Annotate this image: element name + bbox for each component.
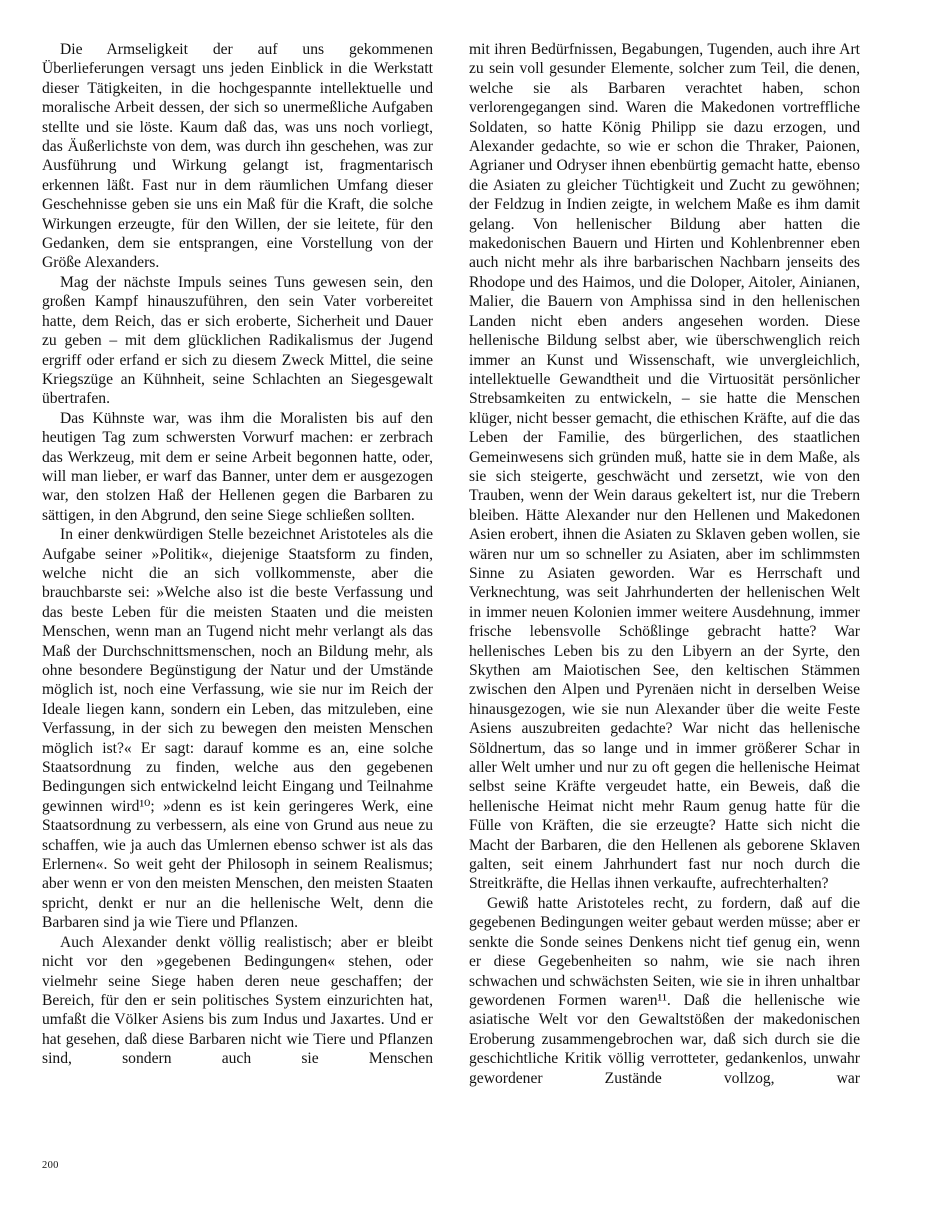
paragraph: Das Kühnste war, was ihm die Moralisten bis auf den heutigen Tag zum schwersten Vorwurf machen: er zerbrach das Werkzeug, mit dem er seine Arbeit begonnen hatte, oder, will man lieber, er warf das Banner, unter dem er ausgezogen war, den stolzen Haß der Hellenen gegen die Barbaren zu sättigen, in den Abgrund, den seine Siege schließen sollten. (42, 409, 433, 524)
text-columns (42, 40, 935, 1088)
paragraph: Die Armseligkeit der auf uns gekommenen Überlieferungen versagt uns jeden Einblick in die Werkstatt dieser Tätigkeiten, in die hochgespannte intellektuelle und moralische Arbeit dessen, der sich so unermeßliche Aufgaben stellte und sie löste. Kaum daß das, was uns noch vorliegt, das Äußerlichste von dem, was durch ihn geschehen, was zur Ausführung und Wirkung gelangt ist, fragmentarisch erkennen läßt. Fast nur in dem räumlichen Umfang dieser Geschehnisse geben sie uns ein Maß für die Kraft, die solche Wirkungen erzeugte, für den Willen, der sie leitete, für den Gedanken, dem sie entsprangen, eine Vorstellung von der Größe Alexanders. (42, 41, 433, 272)
paragraph: Auch Alexander denkt völlig realistisch; aber er bleibt nicht vor den »gegebenen Bedingungen« stehen, oder vielmehr seine Siege haben deren neue geschaffen; der Bereich, für den er sein politisches System einzurichten hat, umfaßt die Völker Asiens bis zum Indus und Jaxartes. Und er hat gesehen, daß diese Barbaren nicht wie Tiere und Pflanzen sind, sondern auch sie Menschen (42, 933, 433, 1068)
page-number: 200 (42, 1160, 59, 1171)
paragraph: Mag der nächste Impuls seines Tuns gewesen sein, den großen Kampf hinauszuführen, den sein Vater vorbereitet hatte, dem Reich, das er sich eroberte, Sicherheit und Dauer zu geben – mit dem glücklichen Radikalismus der Jugend ergriff oder erfand er sich zu diesem Zweck Mittel, die seine Kriegszüge an Kühnheit, seine Schlachten an Siegesgewalt übertrafen. (42, 273, 433, 408)
paragraph: Gewiß hatte Aristoteles recht, zu fordern, daß auf die gegebenen Bedingungen weiter gebaut werden müsse; aber er senkte die Sonde seines Denkens nicht tief genug ein, wenn er diese Gegebenheiten so nahm, wie sie nach ihren schwachen und schwächsten Seiten, wie sie in ihren unhaltbar gewordenen Formen waren¹¹. Daß die hellenische wie asiatische Welt vor den Gewaltstößen der makedonischen Eroberung zusammengebrochen war, daß sich durch sie die geschichtliche Kritik völlig verrotteter, gedankenlos, unwahr gewordener Zustände vollzog, war (469, 894, 860, 1087)
paragraph: In einer denkwürdigen Stelle bezeichnet Aristoteles als die Aufgabe seiner »Politik«, diejenige Staatsform zu finden, welche nicht die an sich vollkommenste, aber die brauchbarste sei: »Welche also ist die beste Verfassung und das beste Leben für die meisten Staaten und die meisten Menschen, wenn man an Tugend nicht mehr verlangt als das Maß der Durchschnittsmenschen, noch an Bildung mehr, als ohne besondere Begünstigung der Natur und der Umstände möglich ist, noch eine Verfassung, wie sie nur im Reich der Ideale liegen kann, sondern ein Leben, das mitzuleben, eine Verfassung, in der sich zu bewegen den meisten Menschen möglich ist?« Er sagt: darauf komme es an, eine solche Staatsordnung zu finden, welche aus den gegebenen Bedingungen sich entwickelnd leicht Eingang und Teilnahme gewinnen wird¹⁰; »denn es ist kein geringeres Werk, eine Staatsordnung zu verbessern, als eine von Grund aus neue zu schaffen, wie ja auch das Umlernen ebenso schwer ist als das Erlernen«. So weit geht der Philosoph in seinem Realismus; aber wenn er von den meisten Menschen, den meisten Staaten spricht, denkt er nur an die hellenische Welt, denn die Barbaren sind ja wie Tiere und Pflanzen. (42, 526, 433, 932)
paragraph-continuation: mit ihren Bedürfnissen, Begabungen, Tugenden, auch ihre Art zu sein voll gesunder Elemente, solcher zum Teil, die denen, welche sie als Barbaren verachtet haben, schon verlorengegangen sind. Waren die Makedonen vortreffliche Soldaten, so hatte König Philipp sie dazu erzogen, und Alexander gedachte, so wie er schon die Thraker, Paionen, Agrianer und Odryser ihnen ebenbürtig gemacht hatte, ebenso die Asiaten zu gleicher Tüchtigkeit und Zucht zu gewöhnen; der Feldzug in Indien zeigte, in welchem Maße es ihm damit gelang. Von hellenischer Bildung aber hatten die makedonischen Bauern und Hirten und Kohlenbrenner eben auch nicht mehr als ihre barbarischen Nachbarn jenseits des Rhodope und des Haimos, und die Doloper, Aitoler, Ainianen, Malier, die Bauern von Amphissa sind in den hellenischen Landen nicht eben anders angesehen worden. Diese hellenische Bildung selbst aber, wie überschwenglich reich immer an Kunst und Wissenschaft, wie unvergleichlich, intellektuelle Gewandtheit und die Virtuosität persönlicher Strebsamkeiten zu entwickeln, – sie hatte die Menschen klüger, nicht besser gemacht, die ethischen Kräfte, auf die das Leben der Familie, des bürgerlichen, des staatlichen Gemeinwesens sich gründen muß, hatte sie in dem Maße, als sie sich steigerte, geschwächt und zersetzt, wie von den Trauben, wenn der Wein daraus gekeltert ist, nur die Trebern bleiben. Hätte Alexander nur den Hellenen und Makedonen Asien erobert, ihnen die Asiaten zu Sklaven geben wollen, sie wären nur um so schneller zu Asiaten, aber im schlimmsten Sinne zu Asiaten geworden. War es Herrschaft und Verknechtung, was seit Jahrhunderten der hellenischen Welt in immer neuen Kolonien immer weitere Ausdehnung, immer frische lebensvolle Schößlinge gebracht hatte? War hellenisches Leben bis zu den Libyern an der Syrte, den Skythen am Maiotischen See, den keltischen Stämmen zwischen den Alpen und Pyrenäen nicht in derselben Weise hinausgezogen, wie sie nun Alexander über die weite Feste Asiens auszubreiten gedachte? War nicht das hellenische Söldnertum, das so lange und in immer größerer Schar in aller Welt umher und nur zu oft gegen die hellenische Heimat selbst seine Kräfte vergeudet hatte, ein Beweis, daß die hellenische Heimat nicht mehr Raum genug hatte für die Fülle von Kräften, die sie erzeugte? Hatte sich nicht die Macht der Barbaren, die den Hellenen als geborene Sklaven galten, seit einem Jahrhundert fast nur noch durch die Streitkräfte, die Hellas ihnen verkaufte, aufrechterhalten? (469, 41, 860, 893)
right-column (469, 40, 860, 1088)
left-column (42, 40, 433, 1088)
